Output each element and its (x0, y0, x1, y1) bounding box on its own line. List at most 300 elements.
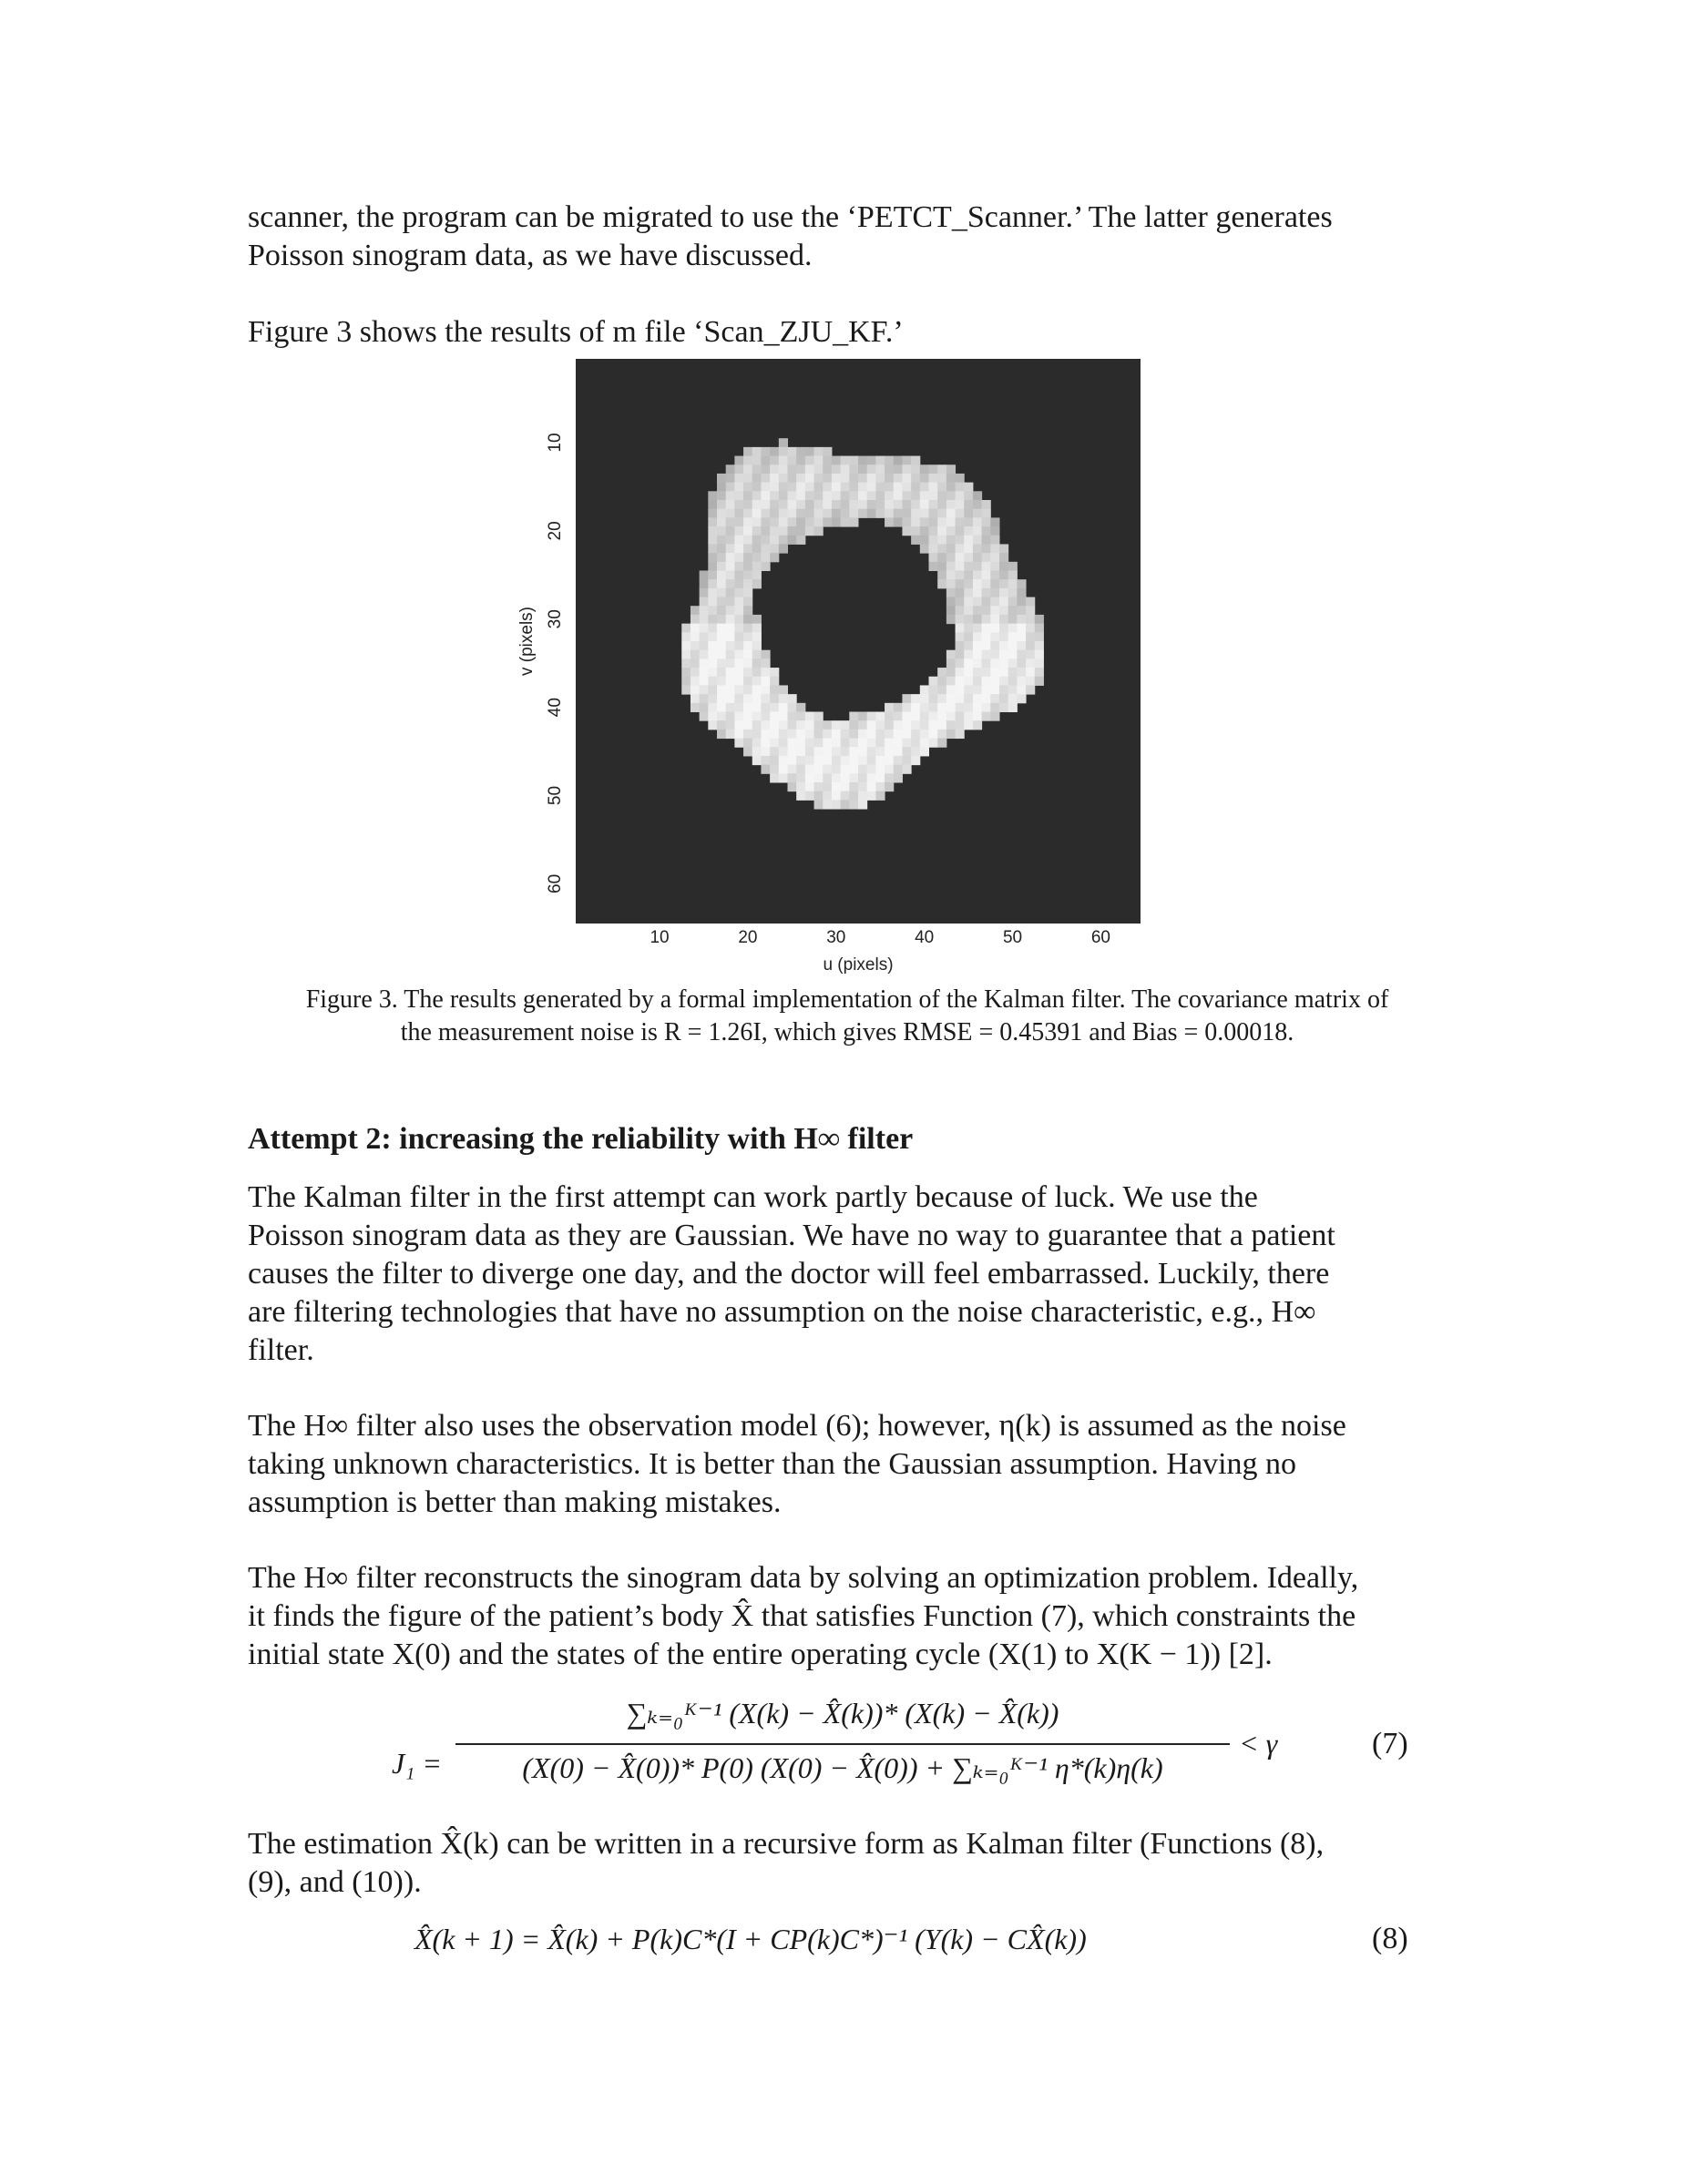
image-pixel (911, 517, 920, 526)
image-pixel (937, 500, 946, 509)
image-pixel (849, 712, 858, 721)
image-pixel (805, 509, 814, 518)
image-pixel (743, 668, 752, 677)
image-pixel (990, 579, 999, 588)
image-pixel (920, 544, 929, 553)
image-pixel (875, 456, 885, 465)
image-pixel (717, 624, 726, 633)
image-pixel (779, 500, 788, 509)
image-pixel (734, 483, 743, 492)
image-pixel (734, 579, 743, 588)
image-pixel (734, 526, 743, 536)
image-pixel (937, 668, 946, 677)
text-line: Figure 3 shows the results of m file ‘Scan_ZJU_KF.’ (248, 315, 904, 349)
image-pixel (1026, 641, 1035, 650)
image-pixel (990, 553, 999, 562)
image-pixel (964, 517, 973, 526)
image-pixel (999, 658, 1008, 668)
image-pixel (814, 474, 824, 483)
image-pixel (867, 491, 876, 500)
image-pixel (752, 464, 762, 474)
image-pixel (726, 712, 735, 721)
image-pixel (708, 509, 717, 518)
image-pixel (761, 553, 770, 562)
image-pixel (691, 615, 700, 624)
image-pixel (849, 517, 858, 526)
image-pixel (761, 677, 770, 686)
image-pixel (946, 517, 956, 526)
image-pixel (823, 447, 832, 456)
image-pixel (990, 624, 999, 633)
image-pixel (982, 553, 991, 562)
image-pixel (752, 756, 762, 765)
image-pixel (867, 773, 876, 782)
image-pixel (752, 491, 762, 500)
image-pixel (717, 685, 726, 694)
image-pixel (726, 685, 735, 694)
image-pixel (973, 677, 982, 686)
image-pixel (708, 571, 717, 580)
image-pixel (700, 588, 709, 597)
image-pixel (982, 579, 991, 588)
image-pixel (841, 756, 850, 765)
image-pixel (788, 483, 797, 492)
caption-line: Figure 3. The results generated by a formal implementation of the Kalman filter. The covariance matrix of (305, 985, 1389, 1014)
image-pixel (717, 544, 726, 553)
image-pixel (875, 791, 885, 801)
image-pixel (734, 641, 743, 650)
image-pixel (761, 703, 770, 712)
image-pixel (929, 517, 938, 526)
image-pixel (779, 447, 788, 456)
image-pixel (761, 517, 770, 526)
image-pixel (717, 641, 726, 650)
image-pixel (779, 517, 788, 526)
image-pixel (805, 773, 814, 782)
image-pixel (717, 526, 726, 536)
image-pixel (894, 720, 903, 730)
image-pixel (858, 509, 867, 518)
image-pixel (743, 703, 752, 712)
image-pixel (956, 526, 965, 536)
image-pixel (823, 456, 832, 465)
image-pixel (911, 491, 920, 500)
image-pixel (708, 536, 717, 545)
image-pixel (752, 536, 762, 545)
image-pixel (858, 765, 867, 774)
image-pixel (717, 668, 726, 677)
image-pixel (814, 756, 824, 765)
image-pixel (920, 730, 929, 739)
text-line: taking unknown characteristics. It is better than the Gaussian assumption. Having no (248, 1447, 1297, 1481)
image-pixel (956, 650, 965, 659)
image-pixel (946, 606, 956, 615)
image-pixel (990, 650, 999, 659)
image-pixel (700, 632, 709, 641)
image-pixel (1035, 658, 1044, 668)
image-pixel (734, 544, 743, 553)
image-pixel (867, 712, 876, 721)
image-pixel (875, 491, 885, 500)
image-pixel (885, 500, 894, 509)
image-pixel (1008, 658, 1018, 668)
image-pixel (796, 703, 805, 712)
image-pixel (841, 782, 850, 791)
image-pixel (946, 464, 956, 474)
image-pixel (990, 615, 999, 624)
image-pixel (999, 553, 1008, 562)
image-pixel (946, 615, 956, 624)
image-pixel (726, 491, 735, 500)
image-pixel (1008, 677, 1018, 686)
text-line: The H∞ filter also uses the observation model (6); however, η(k) is assumed as the noise (248, 1409, 1346, 1443)
image-pixel (734, 517, 743, 526)
image-pixel (937, 509, 946, 518)
image-pixel (691, 641, 700, 650)
image-pixel (779, 747, 788, 756)
image-pixel (841, 791, 850, 801)
image-pixel (761, 526, 770, 536)
image-pixel (796, 483, 805, 492)
image-pixel (885, 509, 894, 518)
image-pixel (964, 703, 973, 712)
image-pixel (964, 658, 973, 668)
image-pixel (726, 464, 735, 474)
image-pixel (805, 747, 814, 756)
image-pixel (875, 712, 885, 721)
image-pixel (832, 483, 841, 492)
image-pixel (770, 685, 779, 694)
image-pixel (691, 677, 700, 686)
image-pixel (726, 632, 735, 641)
image-pixel (788, 509, 797, 518)
image-pixel (964, 509, 973, 518)
image-pixel (920, 694, 929, 703)
image-pixel (841, 765, 850, 774)
image-pixel (973, 658, 982, 668)
image-pixel (734, 658, 743, 668)
image-pixel (937, 526, 946, 536)
image-pixel (929, 703, 938, 712)
image-pixel (734, 553, 743, 562)
image-pixel (743, 677, 752, 686)
image-pixel (937, 562, 946, 571)
image-pixel (823, 509, 832, 518)
image-pixel (726, 650, 735, 659)
image-pixel (858, 491, 867, 500)
image-pixel (858, 739, 867, 748)
image-pixel (700, 668, 709, 677)
image-pixel (946, 491, 956, 500)
image-pixel (875, 773, 885, 782)
image-pixel (858, 773, 867, 782)
image-pixel (743, 747, 752, 756)
image-pixel (814, 464, 824, 474)
image-pixel (1017, 632, 1026, 641)
image-pixel (841, 500, 850, 509)
image-pixel (956, 517, 965, 526)
image-pixel (885, 730, 894, 739)
image-pixel (761, 464, 770, 474)
image-pixel (858, 500, 867, 509)
image-pixel (911, 509, 920, 518)
image-pixel (982, 509, 991, 518)
image-pixel (779, 509, 788, 518)
image-pixel (875, 756, 885, 765)
image-pixel (911, 456, 920, 465)
image-pixel (752, 712, 762, 721)
image-pixel (885, 773, 894, 782)
image-pixel (964, 588, 973, 597)
image-pixel (894, 739, 903, 748)
image-pixel (929, 730, 938, 739)
image-pixel (717, 694, 726, 703)
image-pixel (982, 615, 991, 624)
image-pixel (964, 606, 973, 615)
image-pixel (726, 658, 735, 668)
image-pixel (849, 483, 858, 492)
image-pixel (814, 491, 824, 500)
image-pixel (964, 597, 973, 607)
image-pixel (796, 491, 805, 500)
image-pixel (814, 747, 824, 756)
image-pixel (752, 615, 762, 624)
image-pixel (902, 517, 911, 526)
image-pixel (823, 739, 832, 748)
image-pixel (717, 553, 726, 562)
image-pixel (894, 703, 903, 712)
image-pixel (885, 720, 894, 730)
image-pixel (990, 641, 999, 650)
image-pixel (894, 483, 903, 492)
text-line: The H∞ filter reconstructs the sinogram data by solving an optimization problem. Ideally, (248, 1561, 1359, 1595)
image-pixel (964, 500, 973, 509)
image-pixel (779, 712, 788, 721)
image-pixel (920, 483, 929, 492)
image-pixel (708, 641, 717, 650)
image-pixel (734, 694, 743, 703)
image-pixel (964, 712, 973, 721)
image-pixel (805, 456, 814, 465)
image-pixel (832, 773, 841, 782)
image-pixel (858, 791, 867, 801)
image-pixel (1008, 588, 1018, 597)
image-pixel (796, 474, 805, 483)
image-pixel (946, 553, 956, 562)
image-pixel (814, 517, 824, 526)
image-pixel (946, 526, 956, 536)
image-pixel (717, 562, 726, 571)
image-pixel (1017, 694, 1026, 703)
image-pixel (849, 730, 858, 739)
image-pixel (770, 712, 779, 721)
image-pixel (814, 712, 824, 721)
image-pixel (964, 526, 973, 536)
image-pixel (796, 720, 805, 730)
image-pixel (717, 615, 726, 624)
image-pixel (990, 694, 999, 703)
image-pixel (982, 685, 991, 694)
image-pixel (946, 597, 956, 607)
image-pixel (894, 500, 903, 509)
image-pixel (973, 606, 982, 615)
image-pixel (1026, 624, 1035, 633)
y-tick-label: 40 (546, 698, 565, 718)
image-pixel (796, 456, 805, 465)
image-pixel (761, 447, 770, 456)
image-pixel (956, 579, 965, 588)
image-pixel (902, 456, 911, 465)
image-pixel (743, 641, 752, 650)
image-pixel (929, 720, 938, 730)
image-pixel (717, 536, 726, 545)
image-pixel (956, 536, 965, 545)
image-pixel (964, 536, 973, 545)
image-pixel (796, 756, 805, 765)
image-pixel (946, 694, 956, 703)
image-pixel (956, 588, 965, 597)
image-pixel (823, 474, 832, 483)
image-pixel (779, 703, 788, 712)
image-pixel (823, 747, 832, 756)
image-pixel (990, 562, 999, 571)
image-pixel (788, 747, 797, 756)
image-pixel (956, 668, 965, 677)
image-pixel (999, 562, 1008, 571)
image-pixel (973, 720, 982, 730)
image-pixel (999, 606, 1008, 615)
image-pixel (708, 553, 717, 562)
image-pixel (973, 597, 982, 607)
image-pixel (911, 536, 920, 545)
image-pixel (849, 773, 858, 782)
image-pixel (1008, 571, 1018, 580)
image-pixel (867, 782, 876, 791)
image-pixel (823, 483, 832, 492)
image-pixel (946, 509, 956, 518)
image-pixel (956, 685, 965, 694)
image-pixel (973, 624, 982, 633)
image-pixel (779, 544, 788, 553)
image-pixel (1026, 615, 1035, 624)
image-pixel (726, 606, 735, 615)
image-pixel (832, 739, 841, 748)
image-pixel (937, 474, 946, 483)
image-pixel (858, 474, 867, 483)
image-pixel (726, 536, 735, 545)
image-pixel (734, 668, 743, 677)
image-pixel (717, 712, 726, 721)
image-pixel (973, 650, 982, 659)
image-pixel (999, 641, 1008, 650)
image-pixel (691, 703, 700, 712)
image-pixel (867, 730, 876, 739)
image-pixel (885, 517, 894, 526)
image-pixel (761, 720, 770, 730)
image-pixel (779, 756, 788, 765)
image-pixel (681, 632, 691, 641)
image-pixel (691, 668, 700, 677)
image-pixel (858, 483, 867, 492)
image-pixel (752, 544, 762, 553)
image-pixel (734, 703, 743, 712)
image-pixel (832, 517, 841, 526)
image-pixel (1035, 677, 1044, 686)
image-pixel (1017, 624, 1026, 633)
image-pixel (964, 632, 973, 641)
equation-denominator: (X(0) − X̂(0))* P(0) (X(0) − X̂(0)) + ∑ₖ₌₀ᴷ⁻¹ η*(k)η(k) (522, 1751, 1163, 1784)
image-pixel (752, 579, 762, 588)
image-pixel (937, 464, 946, 474)
text-line: Poisson sinogram data as they are Gaussian. We have no way to guarantee that a patient (248, 1219, 1335, 1252)
image-pixel (956, 677, 965, 686)
image-pixel (902, 747, 911, 756)
image-pixel (770, 756, 779, 765)
image-pixel (681, 685, 691, 694)
image-pixel (929, 526, 938, 536)
image-pixel (823, 773, 832, 782)
equation-body: X̂(k + 1) = X̂(k) + P(k)C*(I + CP(k)C*)⁻¹ (Y(k) − CX̂(k)) (414, 1923, 1087, 1955)
image-pixel (973, 694, 982, 703)
image-pixel (734, 456, 743, 465)
image-pixel (982, 641, 991, 650)
image-pixel (841, 747, 850, 756)
image-pixel (937, 571, 946, 580)
image-pixel (982, 606, 991, 615)
image-pixel (743, 720, 752, 730)
image-pixel (770, 483, 779, 492)
image-pixel (841, 720, 850, 730)
image-pixel (681, 677, 691, 686)
image-pixel (779, 685, 788, 694)
image-pixel (823, 517, 832, 526)
y-tick-label: 20 (546, 521, 565, 541)
image-pixel (726, 641, 735, 650)
image-pixel (1017, 668, 1026, 677)
x-tick-label: 10 (650, 928, 670, 947)
image-pixel (1008, 624, 1018, 633)
image-pixel (920, 720, 929, 730)
image-pixel (1017, 685, 1026, 694)
image-pixel (743, 632, 752, 641)
image-pixel (929, 474, 938, 483)
image-pixel (956, 624, 965, 633)
image-pixel (708, 677, 717, 686)
image-pixel (805, 447, 814, 456)
image-pixel (708, 694, 717, 703)
image-pixel (990, 712, 999, 721)
image-pixel (814, 526, 824, 536)
image-pixel (990, 571, 999, 580)
image-pixel (956, 730, 965, 739)
image-pixel (805, 483, 814, 492)
image-pixel (788, 782, 797, 791)
image-pixel (849, 756, 858, 765)
image-pixel (990, 677, 999, 686)
image-pixel (894, 456, 903, 465)
image-pixel (805, 500, 814, 509)
image-pixel (973, 641, 982, 650)
image-pixel (770, 677, 779, 686)
image-pixel (788, 464, 797, 474)
image-pixel (734, 536, 743, 545)
image-pixel (761, 536, 770, 545)
image-pixel (885, 712, 894, 721)
image-pixel (1008, 562, 1018, 571)
x-axis-label: u (pixels) (823, 955, 894, 975)
image-pixel (832, 747, 841, 756)
image-pixel (1008, 606, 1018, 615)
